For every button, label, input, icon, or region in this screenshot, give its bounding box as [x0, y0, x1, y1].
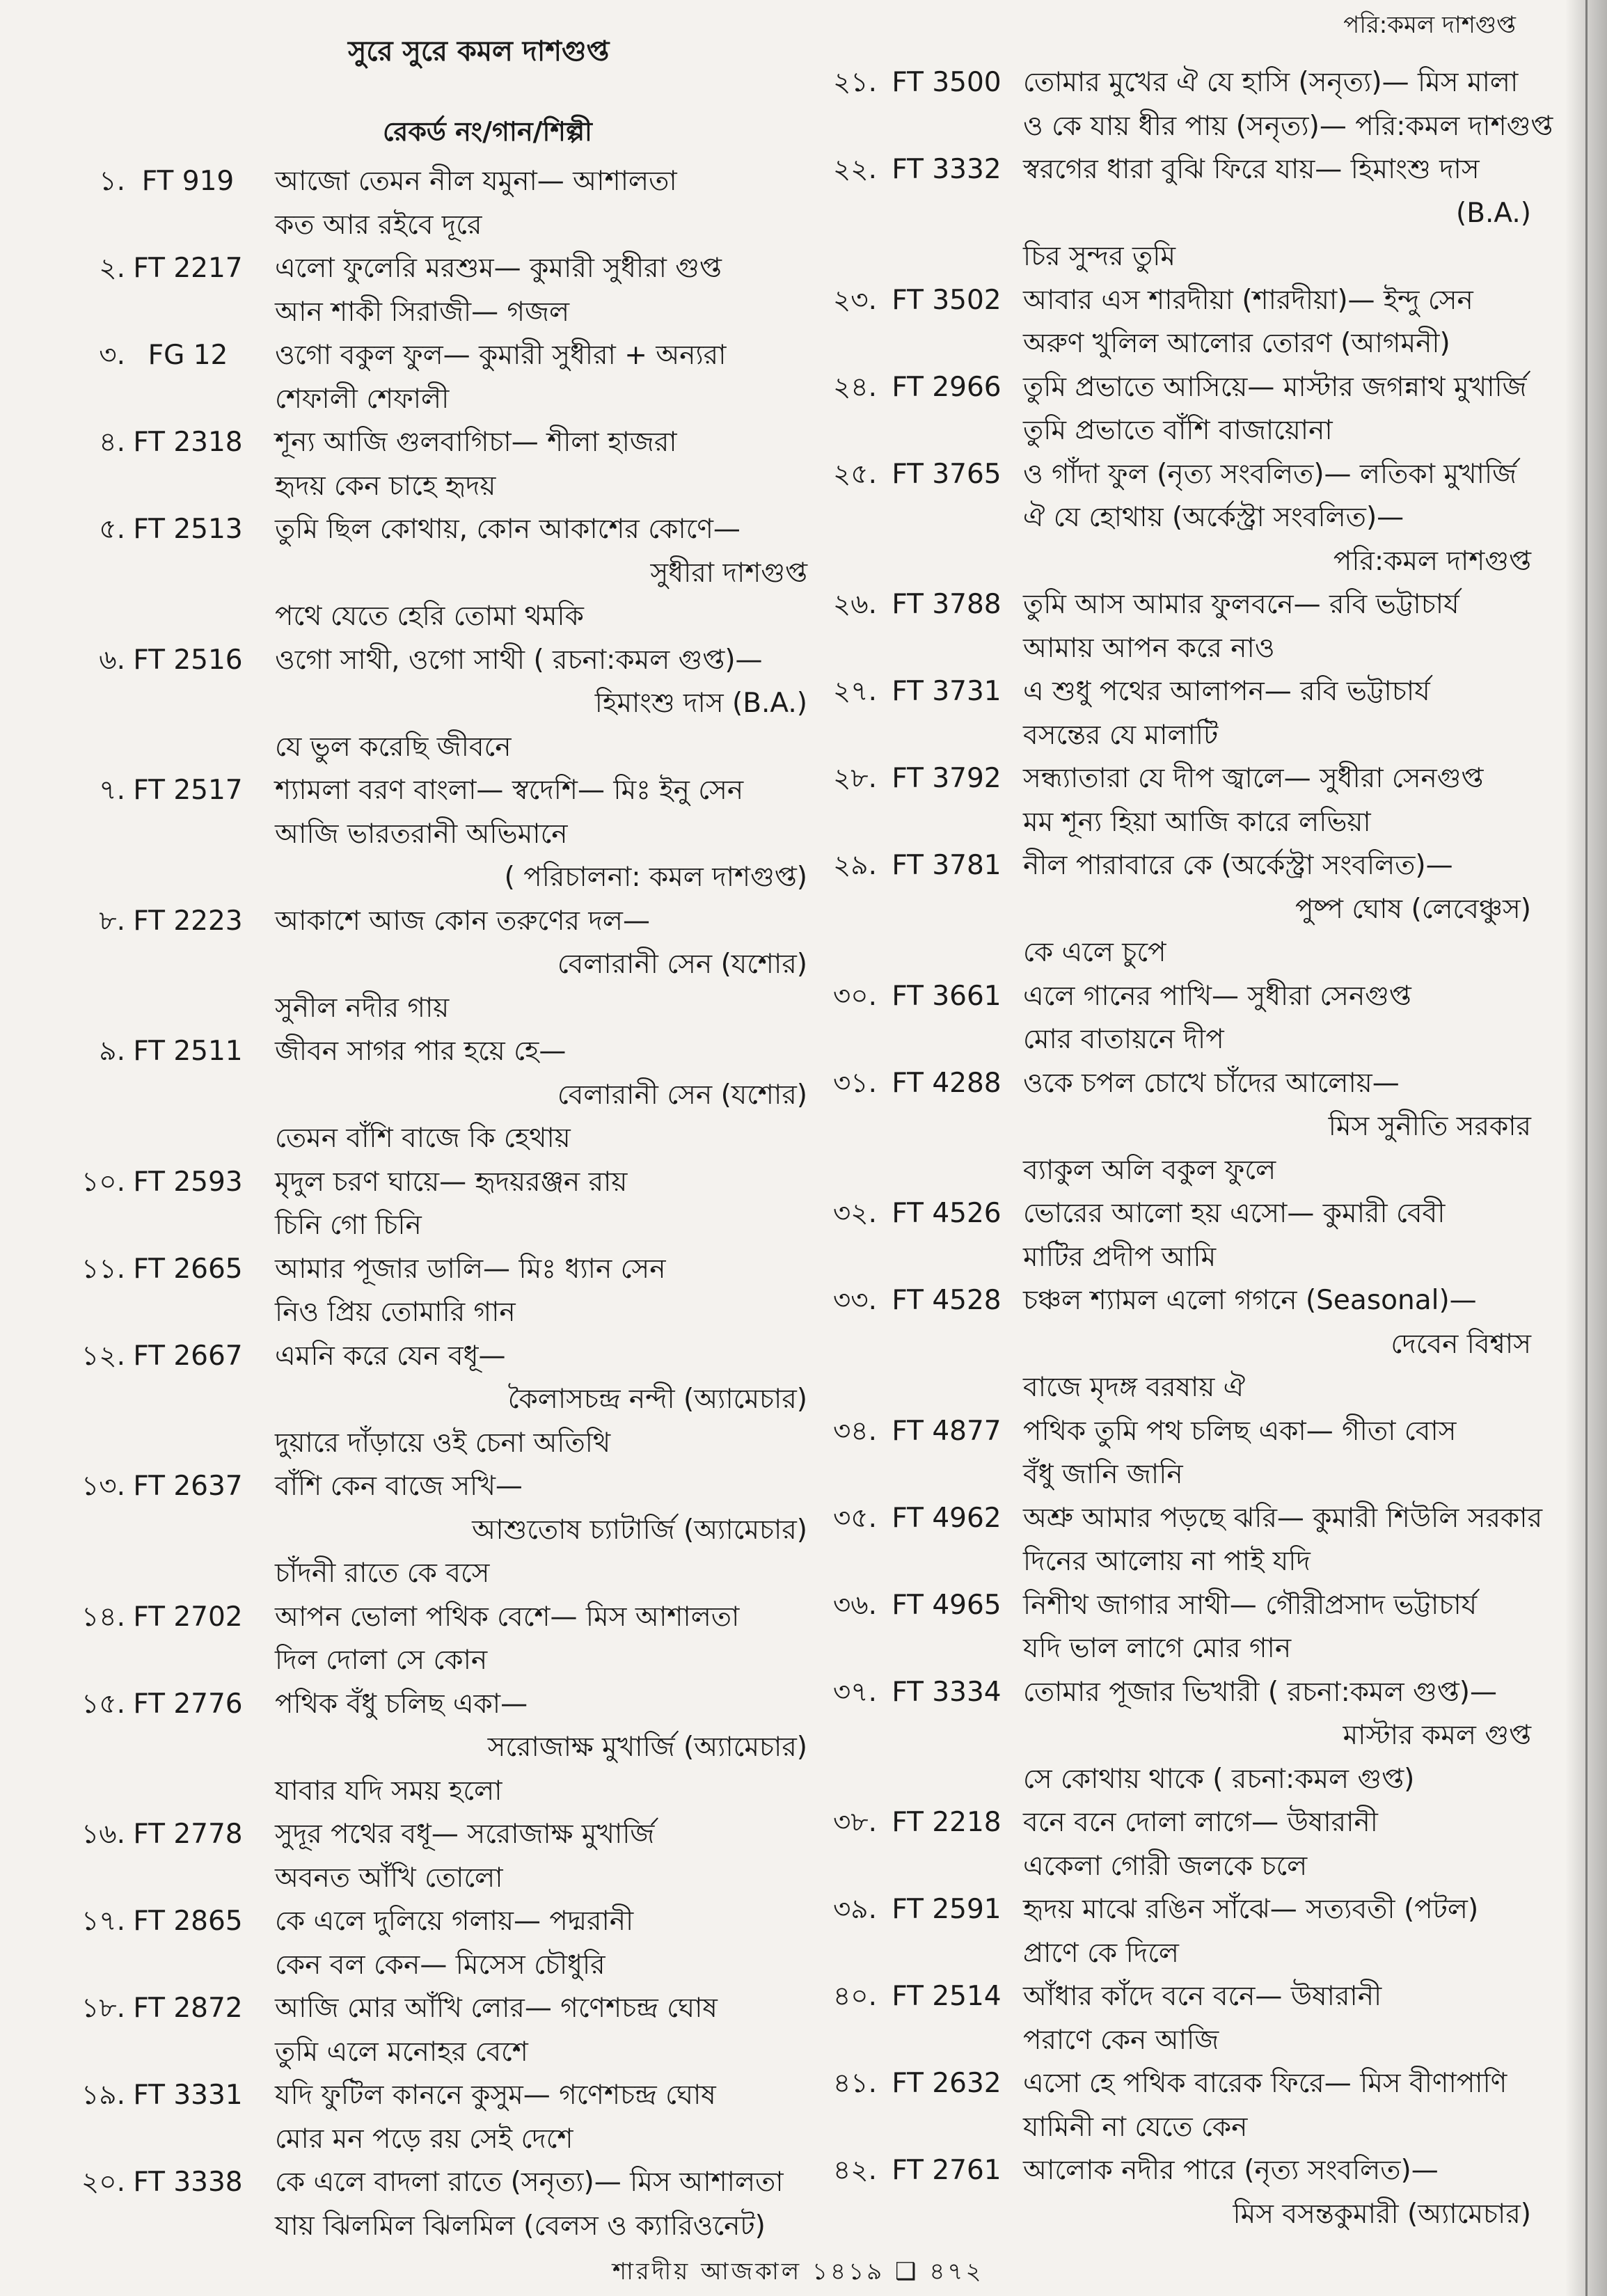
- entry-number: ১৬.: [81, 1819, 125, 1850]
- record-number: FT 919: [141, 166, 235, 197]
- song-line: সুদূর পথের বধূ— সরোজাক্ষ মুখার্জি: [275, 1819, 655, 1850]
- list-item: [814, 1932, 1531, 1975]
- list-item: [63, 2118, 807, 2161]
- song-line: তুমি প্রভাতে বাঁশি বাজায়োনা: [1023, 415, 1333, 446]
- list-item: [814, 1671, 1531, 1714]
- list-item: [814, 1845, 1531, 1888]
- list-item: [63, 1639, 807, 1682]
- song-line: কত আর রইবে দূরে: [275, 209, 482, 241]
- entry-number: ১.: [99, 166, 125, 197]
- list-item: [814, 105, 1553, 148]
- list-item: [63, 1683, 807, 1726]
- song-line: যে ভুল করেছি জীবনে: [275, 731, 512, 763]
- record-number: FT 2632: [892, 2068, 1002, 2099]
- entry-number: ৩২.: [832, 1198, 877, 1229]
- song-line: তুমি আস আমার ফুলবনে— রবি ভট্টাচার্য: [1023, 589, 1459, 620]
- page-edge-line: [1585, 0, 1588, 2296]
- entry-number: ১২.: [81, 1340, 125, 1372]
- artist-line: কৈলাসচন্দ্র নন্দী (অ্যামেচার): [507, 1384, 807, 1415]
- entry-number: ২৬.: [832, 589, 877, 620]
- song-line: চাঁদনী রাতে কে বসে: [275, 1558, 490, 1589]
- list-item: [63, 1465, 807, 1508]
- song-line: চিনি গো চিনি: [275, 1210, 422, 1241]
- song-line: শূন্য আজি গুলবাগিচা— শীলা হাজরা: [275, 427, 677, 458]
- entry-number: ৩৬.: [832, 1589, 877, 1621]
- record-number: FT 2514: [892, 1981, 1002, 2012]
- artist-line: মিস বসন্তকুমারী (অ্যামেচার): [1233, 2198, 1531, 2230]
- song-line: আবার এস শারদীয়া (শারদীয়া)— ইন্দু সেন: [1023, 284, 1473, 316]
- entry-number: ৩৯.: [832, 1894, 877, 1925]
- list-item: [814, 1236, 1531, 1279]
- entry-number: ৭.: [99, 775, 125, 806]
- song-line: মোর বাতায়নে দীপ: [1023, 1024, 1224, 1055]
- record-number: FT 2511: [133, 1036, 243, 1067]
- song-line: অরুণ খুলিল আলোর তোরণ (আগমনী): [1023, 328, 1450, 359]
- song-line: আন শাকী সিরাজী— গজল: [275, 296, 570, 328]
- list-item: [63, 1987, 807, 2030]
- entry-number: ৪.: [99, 427, 125, 458]
- list-item: [63, 856, 807, 899]
- record-number: FT 4962: [892, 1502, 1002, 1534]
- list-item: [814, 1453, 1531, 1496]
- list-item: [814, 1888, 1531, 1931]
- list-item: [814, 1975, 1531, 2018]
- entry-number: ১০.: [81, 1166, 125, 1198]
- record-number: FG 12: [148, 340, 228, 371]
- list-item: [814, 409, 1531, 452]
- list-item: [814, 583, 1531, 626]
- artist-line: আশুতোষ চ্যাটার্জি (অ্যামেচার): [472, 1514, 807, 1546]
- song-line: বঁধু জানি জানি: [1023, 1459, 1183, 1490]
- list-item: [814, 192, 1531, 235]
- list-item: [814, 2106, 1531, 2149]
- song-line: তোমার পূজার ভিখারী ( রচনা:কমল গুপ্ত)—: [1023, 1676, 1497, 1708]
- list-item: [814, 888, 1531, 931]
- song-line: মম শূন্য হিয়া আজি কারে লভিয়া: [1023, 806, 1371, 838]
- list-item: [814, 235, 1531, 278]
- list-item: [63, 1509, 807, 1552]
- entry-number: ২১.: [832, 67, 877, 98]
- record-number: FT 3334: [892, 1676, 1002, 1708]
- record-number: FT 3500: [892, 67, 1002, 98]
- song-line: আঁধার কাঁদে বনে বনে— উষারানী: [1023, 1981, 1382, 2012]
- list-item: [814, 1758, 1531, 1801]
- record-number: FT 2318: [133, 427, 243, 458]
- entry-number: ৫.: [99, 514, 125, 545]
- song-line: কে এলে দুলিয়ে গলায়— পদ্মরানী: [275, 1906, 634, 1937]
- song-line: আকাশে আজ কোন তরুণের দল—: [275, 905, 650, 937]
- artist-line: বেলারানী সেন (যশোর): [557, 1079, 807, 1111]
- record-number: FT 3661: [892, 980, 1002, 1012]
- entry-number: ১৮.: [81, 1993, 125, 2024]
- song-line: মোর মন পড়ে রয় সেই দেশে: [275, 2123, 573, 2155]
- song-line: পথিক বঁধু চলিছ একা—: [275, 1688, 528, 1720]
- list-item: [63, 1596, 807, 1639]
- list-item: [63, 769, 807, 812]
- page-footer: শারদীয় আজকাল ১৪১৯ ❑ ৪৭২: [612, 2258, 984, 2286]
- record-number: FT 3765: [892, 458, 1002, 490]
- list-item: [814, 1105, 1531, 1148]
- song-line: নিশীথ জাগার সাথী— গৌরীপ্রসাদ ভট্টাচার্য: [1023, 1589, 1478, 1621]
- list-item: [814, 1323, 1531, 1366]
- list-item: [814, 844, 1531, 887]
- record-number: FT 2761: [892, 2155, 1002, 2186]
- record-number: FT 2516: [133, 644, 243, 676]
- list-item: [63, 1422, 807, 1465]
- list-item: [63, 465, 807, 508]
- list-item: [814, 1366, 1531, 1409]
- song-line: ও গাঁদা ফুল (নৃত্য সংবলিত)— লতিকা মুখার্জি: [1023, 458, 1517, 490]
- artist-line: পরি:কমল দাশগুপ্ত: [1333, 545, 1531, 577]
- list-item: [63, 1335, 807, 1378]
- entry-number: ৩৮.: [832, 1807, 877, 1838]
- record-number: FT 2591: [892, 1894, 1002, 1925]
- song-line: তোমার মুখের ঐ যে হাসি (সনৃত্য)— মিস মালা: [1023, 67, 1519, 98]
- song-line: কেন বল কেন— মিসেস চৌধুরি: [275, 1949, 605, 1981]
- entry-number: ৮.: [99, 905, 125, 937]
- artist-line: ( পরিচালনা: কমল দাশগুপ্ত): [504, 862, 807, 893]
- list-item: [63, 726, 807, 769]
- record-number: FT 2665: [133, 1253, 243, 1285]
- list-item: [63, 943, 807, 986]
- list-item: [63, 987, 807, 1030]
- song-line: হৃদয় মাঝে রঙিন সাঁঝে— সত্যবতী (পটল): [1023, 1894, 1479, 1925]
- list-item: [63, 1030, 807, 1073]
- record-number: FT 2872: [133, 1993, 243, 2024]
- song-line: কে এলে চুপে: [1023, 937, 1166, 968]
- entry-number: ২৫.: [832, 458, 877, 490]
- song-line: পরাণে কেন আজি: [1023, 2024, 1219, 2056]
- list-item: [814, 1540, 1531, 1583]
- entry-number: ৩৩.: [832, 1285, 877, 1316]
- song-line: ও কে যায় ধীর পায় (সনৃত্য)— পরি:কমল দাশগুপ্ত: [1023, 110, 1553, 142]
- song-line: এলে গানের পাখি— সুধীরা সেনগুপ্ত: [1023, 980, 1411, 1012]
- song-line: কে এলে বাদলা রাতে (সনৃত্য)— মিস আশালতা: [275, 2167, 784, 2198]
- list-item: [63, 595, 807, 638]
- song-line: আপন ভোলা পথিক বেশে— মিস আশালতা: [275, 1601, 740, 1633]
- list-item: [63, 1900, 807, 1943]
- song-line: যায় ঝিলমিল ঝিলমিল (বেলস ও ক্যারিওনেট): [275, 2210, 766, 2242]
- song-line: বাঁশি কেন বাজে সখি—: [275, 1471, 523, 1502]
- list-item: [63, 1204, 807, 1247]
- entry-number: ৩০.: [832, 980, 877, 1012]
- entry-number: ৩৫.: [832, 1502, 877, 1534]
- record-number: FT 2776: [133, 1688, 243, 1720]
- entry-number: ৪২.: [832, 2155, 877, 2186]
- list-item: [63, 1378, 807, 1421]
- entry-number: ১৩.: [81, 1471, 125, 1502]
- record-number: FT 2667: [133, 1340, 243, 1372]
- record-number: FT 4877: [892, 1415, 1002, 1447]
- list-item: [63, 1074, 807, 1117]
- song-line: মাটির প্রদীপ আমি: [1023, 1241, 1217, 1273]
- song-line: তেমন বাঁশি বাজে কি হেথায়: [275, 1123, 571, 1154]
- record-number: FT 2865: [133, 1906, 243, 1937]
- song-line: মৃদুল চরণ ঘায়ে— হৃদয়রঞ্জন রায়: [275, 1166, 628, 1198]
- song-line: ওকে চপল চোখে চাঁদের আলোয়—: [1023, 1067, 1400, 1099]
- artist-line: সরোজাক্ষ মুখার্জি (অ্যামেচার): [487, 1732, 807, 1763]
- song-line: নিও প্রিয় তোমারি গান: [275, 1297, 516, 1328]
- record-number: FT 2517: [133, 775, 243, 806]
- list-item: [63, 1291, 807, 1334]
- list-item: [814, 1584, 1531, 1627]
- entry-number: ২.: [99, 253, 125, 284]
- song-line: শ্যামলা বরণ বাংলা— স্বদেশি— মিঃ ইনু সেন: [275, 775, 744, 806]
- artist-line: মিস সুনীতি সরকার: [1328, 1111, 1531, 1142]
- list-item: [814, 627, 1531, 670]
- song-line: সে কোথায় থাকে ( রচনা:কমল গুপ্ত): [1023, 1763, 1415, 1795]
- list-item: [63, 291, 807, 334]
- list-item: [814, 1018, 1531, 1061]
- list-item: [814, 2019, 1531, 2062]
- song-line: যামিনী না যেতে কেন: [1023, 2111, 1248, 2143]
- list-item: [63, 639, 807, 682]
- song-line: যদি ভাল লাগে মোর গান: [1023, 1633, 1292, 1664]
- list-item: [63, 204, 807, 247]
- song-line: শেফালী শেফালী: [275, 383, 450, 415]
- song-line: ওগো বকুল ফুল— কুমারী সুধীরা + অন্যরা: [275, 340, 727, 371]
- artist-line: বেলারানী সেন (যশোর): [557, 949, 807, 980]
- list-item: [63, 2205, 807, 2248]
- song-line: ব্যাকুল অলি বকুল ফুলে: [1023, 1154, 1276, 1186]
- list-item: [63, 1726, 807, 1769]
- record-number: FT 2966: [892, 371, 1002, 403]
- song-line: ওগো সাথী, ওগো সাথী ( রচনা:কমল গুপ্ত)—: [275, 644, 763, 676]
- record-number: FT 3331: [133, 2080, 243, 2111]
- record-number: FT 2778: [133, 1819, 243, 1850]
- record-number: FT 3788: [892, 589, 1002, 620]
- entry-number: ৩১.: [832, 1067, 877, 1099]
- list-item: [63, 1552, 807, 1595]
- song-line: আমায় আপন করে নাও: [1023, 632, 1275, 664]
- record-number: FT 3781: [892, 850, 1002, 881]
- entry-number: ২৭.: [832, 676, 877, 707]
- entry-number: ৩৪.: [832, 1415, 877, 1447]
- list-item: [63, 2074, 807, 2117]
- list-item: [63, 334, 807, 377]
- song-line: বনে বনে দোলা লাগে— উষারানী: [1023, 1807, 1378, 1838]
- song-line: আজি মোর আঁখি লোর— গণেশচন্দ্র ঘোষ: [275, 1993, 718, 2024]
- song-line: স্বরগের ধারা বুঝি ফিরে যায়— হিমাংশু দাস: [1023, 154, 1480, 185]
- list-item: [63, 682, 807, 725]
- list-item: [63, 508, 807, 551]
- list-item: [814, 931, 1531, 974]
- list-item: [63, 813, 807, 856]
- entry-number: ২৯.: [832, 850, 877, 881]
- record-number: FT 3731: [892, 676, 1002, 707]
- song-line: নীল পারাবারে কে (অর্কেস্ট্রা সংবলিত)—: [1023, 850, 1453, 881]
- list-item: [814, 2062, 1531, 2105]
- list-item: [814, 1192, 1531, 1235]
- list-item: [814, 453, 1531, 496]
- top-credit: পরি:কমল দাশগুপ্ত: [1343, 11, 1516, 39]
- entry-number: ২৩.: [832, 284, 877, 316]
- song-line: ঐ যে হোথায় (অর্কেস্ট্রা সংবলিত)—: [1023, 502, 1404, 533]
- record-number: FT 4528: [892, 1285, 1002, 1316]
- entry-number: ২৪.: [832, 371, 877, 403]
- entry-number: ১৪.: [81, 1601, 125, 1633]
- list-item: [63, 247, 807, 290]
- song-line: অশ্রু আমার পড়ছে ঝরি— কুমারী শিউলি সরকার: [1023, 1502, 1543, 1534]
- list-item: [814, 1801, 1531, 1844]
- record-number: FT 3338: [133, 2167, 243, 2198]
- artist-line: (B.A.): [1456, 197, 1531, 229]
- song-line: চঞ্চল শ্যামল এলো গগনে (Seasonal)—: [1023, 1285, 1477, 1316]
- song-line: পথে যেতে হেরি তোমা থমকি: [275, 601, 584, 632]
- list-item: [814, 2149, 1531, 2192]
- list-item: [814, 1497, 1543, 1540]
- song-line: তুমি প্রভাতে আসিয়ে— মাস্টার জগন্নাথ মুখার্জি: [1023, 371, 1527, 403]
- entry-number: ৬.: [99, 644, 125, 676]
- song-line: সন্ধ্যাতারা যে দীপ জ্বালে— সুধীরা সেনগুপ্ত: [1023, 763, 1484, 794]
- song-line: পথিক তুমি পথ চলিছ একা— গীতা বোস: [1023, 1415, 1457, 1447]
- list-item: [63, 1248, 807, 1291]
- song-line: দুয়ারে দাঁড়ায়ে ওই চেনা অতিথি: [275, 1427, 611, 1459]
- list-item: [814, 366, 1531, 409]
- entry-number: ৩৭.: [832, 1676, 877, 1708]
- song-line: আজি ভারতরানী অভিমানে: [275, 818, 568, 850]
- song-line: দিনের আলোয় না পাই যদি: [1023, 1546, 1311, 1577]
- entry-number: ২৮.: [832, 763, 877, 794]
- list-item: [63, 552, 807, 595]
- list-item: [814, 1627, 1531, 1670]
- song-line: একেলা গোরী জলকে চলে: [1023, 1850, 1308, 1882]
- list-item: [814, 975, 1531, 1018]
- record-number: FT 4526: [892, 1198, 1002, 1229]
- list-item: [814, 1279, 1531, 1322]
- song-line: সুনীল নদীর গায়: [275, 992, 450, 1024]
- entry-number: ৪০.: [832, 1981, 877, 2012]
- list-item: [814, 496, 1531, 539]
- artist-line: পুষ্প ঘোষ (লেবেঞ্চুস): [1295, 893, 1531, 925]
- entry-number: ৯.: [99, 1036, 125, 1067]
- list-item: [63, 1857, 807, 1900]
- artist-line: মাস্টার কমল গুপ্ত: [1343, 1720, 1531, 1751]
- record-number: FT 2218: [892, 1807, 1002, 1838]
- song-line: যদি ফুটিল কাননে কুসুম— গণেশচন্দ্র ঘোষ: [275, 2080, 716, 2111]
- song-line: যাবার যদি সময় হলো: [275, 1775, 502, 1807]
- song-line: এ শুধু পথের আলাপন— রবি ভট্টাচার্য: [1023, 676, 1430, 707]
- list-item: [63, 900, 807, 943]
- entry-number: ২২.: [832, 154, 877, 185]
- list-item: [814, 1149, 1531, 1192]
- entry-number: ১৭.: [81, 1906, 125, 1937]
- list-item: [63, 160, 807, 203]
- list-item: [63, 2031, 807, 2074]
- record-number: FT 4965: [892, 1589, 1002, 1621]
- record-number: FT 2217: [133, 253, 243, 284]
- entry-number: ১৫.: [81, 1688, 125, 1720]
- list-item: [63, 421, 807, 464]
- song-line: জীবন সাগর পার হয়ে হে—: [275, 1036, 567, 1067]
- song-line: দিল দোলা সে কোন: [275, 1645, 488, 1676]
- record-number: FT 3792: [892, 763, 1002, 794]
- record-number: FT 2513: [133, 514, 243, 545]
- entry-number: ৪১.: [832, 2068, 877, 2099]
- list-item: [814, 757, 1531, 800]
- list-item: [814, 1410, 1531, 1453]
- column-heading: রেকর্ড নং/গান/শিল্পী: [383, 116, 592, 147]
- record-number: FT 2702: [133, 1601, 243, 1633]
- record-number: FT 4288: [892, 1067, 1002, 1099]
- artist-line: হিমাংশু দাস (B.A.): [594, 688, 807, 719]
- entry-number: ১৯.: [81, 2080, 125, 2111]
- entry-number: ৩.: [99, 340, 125, 371]
- song-line: প্রাণে কে দিলে: [1023, 1937, 1179, 1969]
- record-number: FT 2637: [133, 1471, 243, 1502]
- record-number: FT 2593: [133, 1166, 243, 1198]
- list-item: [814, 540, 1531, 583]
- list-item: [814, 279, 1531, 322]
- song-line: আজো তেমন নীল যমুনা— আশালতা: [275, 166, 677, 197]
- song-line: এসো হে পথিক বারেক ফিরে— মিস বীণাপাণি: [1023, 2068, 1507, 2099]
- list-item: [63, 1944, 807, 1987]
- list-item: [63, 378, 807, 421]
- page-title: সুরে সুরে কমল দাশগুপ্ত: [348, 35, 610, 68]
- song-line: তুমি এলে মনোহর বেশে: [275, 2036, 528, 2068]
- list-item: [814, 322, 1531, 365]
- record-number: FT 3502: [892, 284, 1002, 316]
- list-item: [814, 714, 1531, 757]
- list-item: [814, 1714, 1531, 1757]
- song-line: আলোক নদীর পারে (নৃত্য সংবলিত)—: [1023, 2155, 1439, 2186]
- entry-number: ২০.: [81, 2167, 125, 2198]
- list-item: [814, 2193, 1531, 2236]
- song-line: ভোরের আলো হয় এসো— কুমারী বেবী: [1023, 1198, 1446, 1229]
- artist-line: দেবেন বিশ্বাস: [1391, 1328, 1531, 1360]
- entry-number: ১১.: [81, 1253, 125, 1285]
- song-line: অবনত আঁখি তোলো: [275, 1862, 503, 1894]
- list-item: [63, 2161, 807, 2204]
- song-line: এলো ফুলেরি মরশুম— কুমারী সুধীরা গুপ্ত: [275, 253, 722, 284]
- song-line: তুমি ছিল কোথায়, কোন আকাশের কোণে—: [275, 514, 741, 545]
- list-item: [63, 1813, 807, 1856]
- song-line: চির সুন্দর তুমি: [1023, 241, 1176, 272]
- record-number: FT 2223: [133, 905, 243, 937]
- list-item: [814, 148, 1531, 191]
- song-line: বাজে মৃদঙ্গ বরষায় ঐ: [1023, 1372, 1246, 1403]
- list-item: [63, 1117, 807, 1160]
- song-line: এমনি করে যেন বধূ—: [275, 1340, 506, 1372]
- list-item: [63, 1161, 807, 1204]
- list-item: [814, 1062, 1531, 1105]
- song-line: হৃদয় কেন চাহে হৃদয়: [275, 470, 496, 502]
- list-item: [63, 1770, 807, 1813]
- song-line: বসন্তের যে মালাটি: [1023, 719, 1219, 751]
- artist-line: সুধীরা দাশগুপ্ত: [650, 557, 807, 589]
- record-number: FT 3332: [892, 154, 1002, 185]
- list-item: [814, 670, 1531, 713]
- list-item: [814, 801, 1531, 844]
- list-item: [814, 61, 1531, 104]
- song-line: আমার পূজার ডালি— মিঃ ধ্যান সেন: [275, 1253, 666, 1285]
